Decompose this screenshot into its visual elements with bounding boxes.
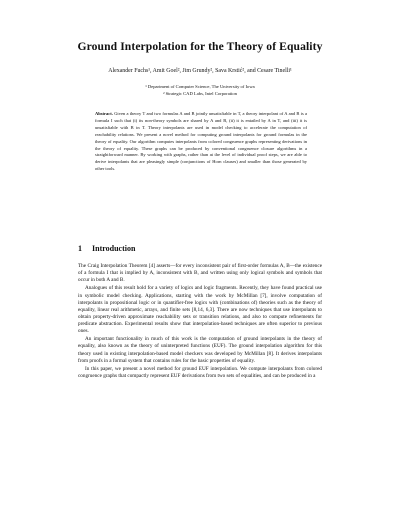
section-title: Introduction [92,244,136,253]
affiliation-intel: ² Strategic CAD Labs, Intel Corporation [163,91,237,96]
author-list: Alexander Fuchs¹, Amit Goel², Jim Grundy², Sava Krstić², and Cesare Tinelli¹ [108,68,292,74]
abstract-label: Abstract. [95,111,113,116]
paragraph: Analogues of this result hold for a variety of logics and logic fragments. Recently, they have found practical use in symbolic model checking. Applications, starting with the work by McMillan [7], involve computation of interpolants in propositional logic or in quantifier-free logics with (combinations of) theories such as the theory of equality, linear real arithmetic, arrays, and finite sets [8,14, 6,3]. There are now techniques that use interpolants to obtain property-driven approximate reachability sets or transition relations, and also to compute refinements for predicate abstraction. Experimental results show that interpolation-based techniques are often superior to previous ones. [78,285,322,335]
paragraph: An important functionality in much of this work is the computation of ground interpolants in the theory of equality, also known as the theory of uninterpreted functions (EUF). The ground interpolation algorithm for this theory used in existing interpolation-based model checkers was developed by McMillan [8]. It derives interpolants from proofs in a formal system that contains rules for the basic properties of equality. [78,336,322,364]
section-heading [78,244,135,253]
paragraph: In this paper, we present a novel method for ground EUF interpolation. We compute interpolants from colored congruence graphs that compactly represent EUF derivations from two sets of equalities, and can be produced in a [78,365,322,379]
abstract [95,111,307,173]
abstract-text: Given a theory T and two formulas A and B jointly unsatisfiable in T, a theory interpolant of A and B is a formula I such that (i) its non-theory symbols are shared by A and B, (ii) it is entailed by A in T, and (iii) it is unsatisfiable with B in T. Theory interpolants are used in model checking to accelerate the computation of reachability relations. We present a novel method for computing ground interpolants for ground formulas in the theory of equality. Our algorithm computes interpolants from colored congruence graphs representing derivations in the theory of equality. These graphs can be produced by conventional congruence closure algorithms in a straightforward manner. By working with graphs, rather than at the level of individual proof steps, we are able to derive interpolants that are pleasingly simple (conjunctions of Horn clauses) and smaller than those generated by other tools. [95,111,308,172]
paragraph: The Craig Interpolation Theorem [4] asserts—for every inconsistent pair of first-order formulas A, B—the existence of a formula I that is implied by A, inconsistent with B, and written using only logical symbols and symbols that occur in both A and B. [78,263,322,284]
section-body [78,263,322,381]
affiliation-iowa: ¹ Department of Computer Science, The University of Iowa [145,84,255,89]
section-number: 1 [78,244,82,253]
paper-title: Ground Interpolation for the Theory of Equality [77,40,323,53]
